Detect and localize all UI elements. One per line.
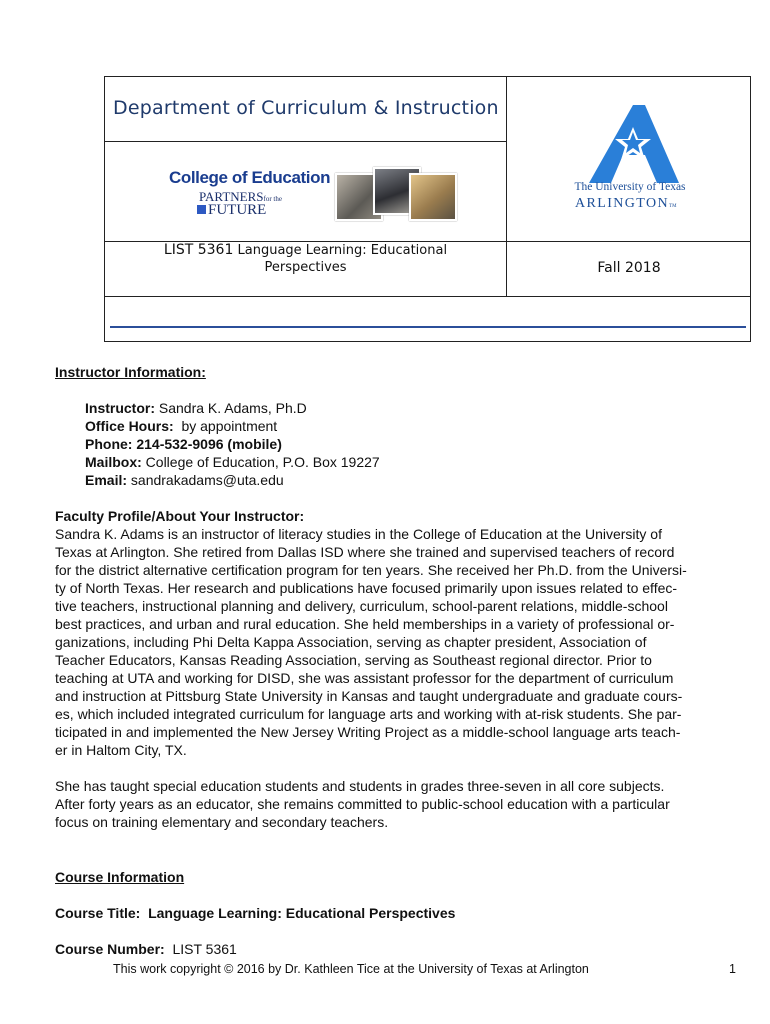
- course-number-label: Course Number:: [55, 941, 165, 957]
- blue-rule-divider: [110, 326, 746, 328]
- profile-line: She has taught special education students and students in grades three-seven in all core subjects.: [55, 778, 665, 794]
- instructor-name-value: Sandra K. Adams, Ph.D: [158, 400, 307, 416]
- uta-logo-line2: [575, 196, 677, 212]
- instructor-heading: [55, 363, 206, 381]
- college-of-education-logo: [169, 165, 459, 221]
- mailbox-value: College of Education, P.O. Box 19227: [145, 454, 380, 470]
- email-row: [85, 471, 284, 489]
- profile-line: and instruction at Pittsburg State University in Kansas and taught undergraduate and graduate cours-: [55, 688, 683, 704]
- coe-logo-future-text: FUTURE: [208, 202, 267, 218]
- profile-paragraph-1: [55, 525, 725, 759]
- instructor-name-label: Instructor:: [85, 400, 155, 416]
- office-hours-row: [85, 417, 277, 435]
- profile-heading-text: Faculty Profile/About Your Instructor:: [55, 508, 305, 524]
- footer-copyright: This work copyright © 2016 by Dr. Kathleen Tice at the University of Texas at Arlington: [113, 962, 589, 976]
- email-link[interactable]: sandrakadams@uta.edu: [130, 472, 284, 488]
- profile-line: ty of North Texas. Her research and publications have focused primarily upon issues related to effec-: [55, 580, 678, 596]
- profile-line: er in Haltom City, TX.: [55, 742, 187, 758]
- coe-logo-photos: [335, 165, 455, 225]
- profile-line: ticipated in and implemented the New Jersey Writing Project as a middle-school language arts teach-: [55, 724, 681, 740]
- profile-line: Texas at Arlington. She retired from Dallas ISD where she trained and supervised teachers of record: [55, 544, 675, 560]
- department-title: Department of Curriculum & Instruction: [113, 97, 499, 119]
- course-title-row: [55, 904, 455, 922]
- instructor-name-row: [85, 399, 307, 417]
- profile-line: Sandra K. Adams is an instructor of literacy studies in the College of Education at the University of: [55, 526, 662, 542]
- profile-line: focus on training elementary and secondary teachers.: [55, 814, 389, 830]
- office-hours-value: by appointment: [181, 418, 278, 434]
- course-number-value: LIST 5361: [172, 941, 237, 957]
- uta-logo-line1: The University of Texas: [574, 181, 686, 193]
- profile-line: for the district alternative certification program for ten years. She received her Ph.D. from the Universi-: [55, 562, 687, 578]
- uta-a-star-icon: [583, 105, 683, 185]
- course-title-value: Language Learning: Educational Perspectives: [148, 905, 456, 921]
- phone-value: 214-532-9096 (mobile): [136, 436, 282, 452]
- profile-line: tive teachers, instructional planning and delivery, curriculum, school-parent relations, middle-school: [55, 598, 668, 614]
- course-code: LIST 5361: [163, 242, 234, 258]
- course-info-heading: [55, 868, 184, 886]
- profile-paragraph-2: [55, 777, 725, 831]
- coe-logo-for-the: for the: [263, 195, 282, 203]
- coe-logo-partners-text: PARTNERS: [199, 189, 264, 204]
- square-icon: [197, 205, 206, 214]
- email-label: Email:: [85, 472, 128, 488]
- profile-line: best practices, and urban and rural education. She held memberships in a variety of professional or-: [55, 616, 675, 632]
- course-number-row: [55, 940, 237, 958]
- uta-logo-tm: TM: [669, 204, 677, 209]
- phone-row: [85, 435, 282, 453]
- course-name-text1: Language Learning: Educational: [237, 243, 448, 258]
- course-title-label: Course Title:: [55, 905, 141, 921]
- profile-line: es, which included integrated curriculum for language arts and working with at-risk students. She par-: [55, 706, 682, 722]
- course-name-line2: Perspectives: [264, 260, 347, 275]
- profile-heading: [55, 507, 304, 525]
- mailbox-label: Mailbox:: [85, 454, 142, 470]
- uta-logo-arlington: ARLINGTON: [575, 196, 670, 211]
- header-divider-title: [105, 141, 506, 142]
- office-hours-label: Office Hours:: [85, 418, 174, 434]
- phone-label: Phone:: [85, 436, 133, 452]
- coe-logo-main-text: College of Education: [169, 168, 331, 187]
- profile-line: teaching at UTA and working for DISD, she was assistant professor for the department of curriculum: [55, 670, 674, 686]
- uta-logo: [563, 97, 713, 217]
- coe-logo-future: [197, 202, 266, 219]
- header-table: [104, 76, 751, 342]
- profile-line: After forty years as an educator, she remains committed to public-school education with a particular: [55, 796, 670, 812]
- photo-student-3: [409, 173, 457, 221]
- course-name-cell: [105, 242, 506, 276]
- mailbox-row: [85, 453, 380, 471]
- course-name-line1: [105, 242, 506, 259]
- course-info-heading-text: Course Information: [55, 869, 185, 885]
- instructor-heading-text: Instructor Information:: [55, 364, 206, 380]
- page-number: 1: [729, 962, 736, 976]
- profile-line: ganizations, including Phi Delta Kappa Association, serving as chapter president, Association of: [55, 634, 647, 650]
- term-cell: Fall 2018: [597, 260, 661, 276]
- header-divider-course: [105, 296, 750, 297]
- profile-line: Teacher Educators, Kansas Reading Association, serving as Southeast regional director. Prior to: [55, 652, 652, 668]
